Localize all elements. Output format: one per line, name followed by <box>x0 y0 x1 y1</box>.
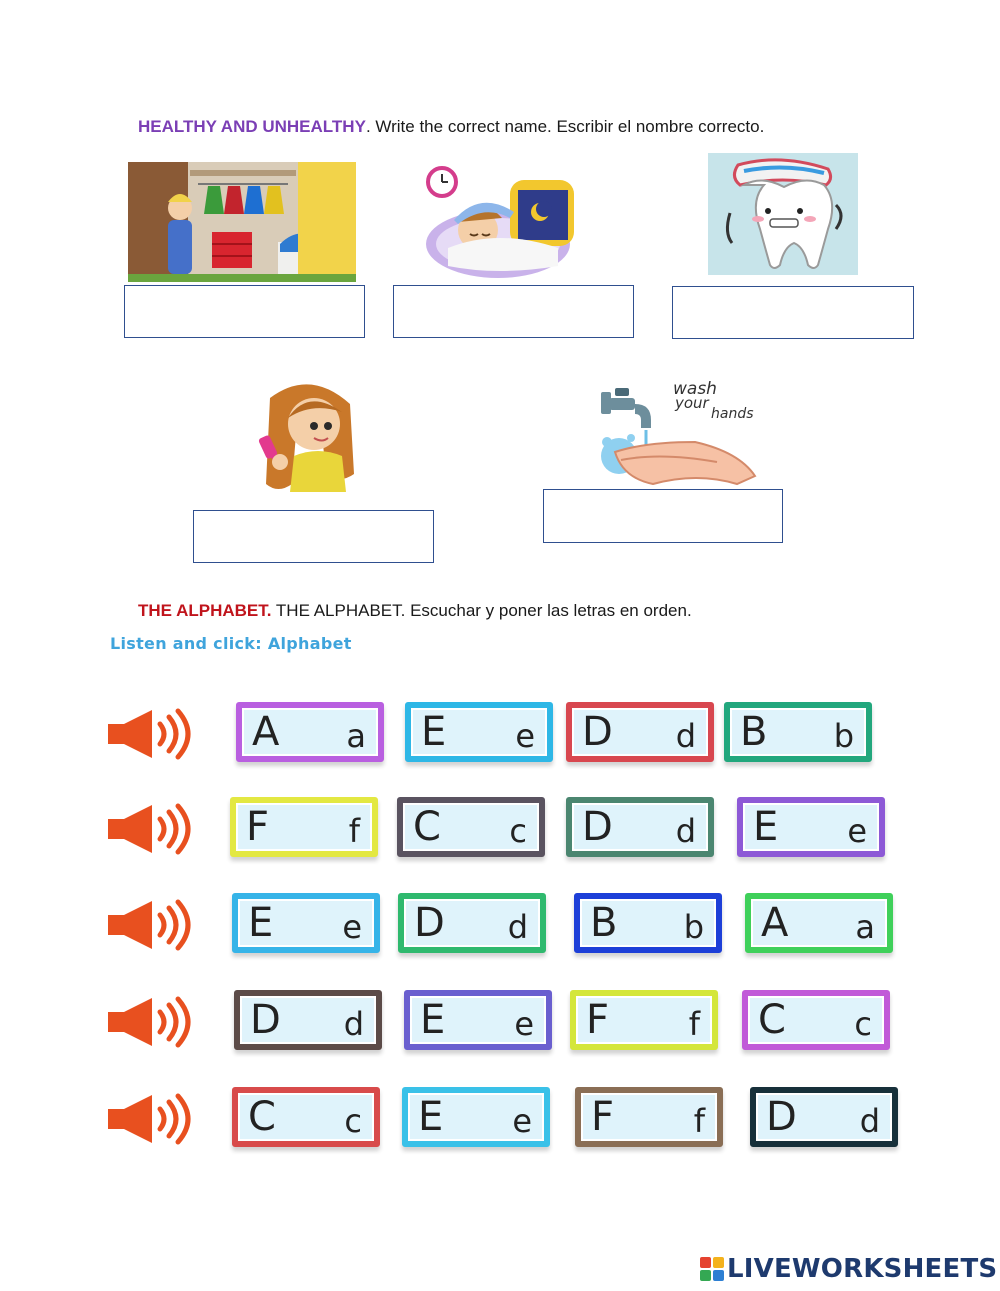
alphabet-heading-lead: THE ALPHABET. <box>138 601 272 620</box>
letter-tile-e[interactable] <box>232 893 380 953</box>
letter-tile-c[interactable] <box>742 990 890 1050</box>
tile-lowercase: f <box>693 1102 705 1140</box>
tile-lowercase: c <box>509 812 527 850</box>
tile-lowercase: a <box>346 717 366 755</box>
wash-caption-line3: hands <box>711 406 754 422</box>
letter-tile-c[interactable] <box>232 1087 380 1147</box>
tile-lowercase: d <box>343 1005 364 1043</box>
tooth-flossing-icon <box>708 153 858 275</box>
speaker-icon[interactable] <box>106 803 198 855</box>
sleeping-child-icon <box>418 160 578 282</box>
letter-tile-d[interactable] <box>566 797 714 857</box>
letter-tile-b[interactable] <box>574 893 722 953</box>
tile-uppercase: D <box>766 1094 797 1140</box>
answer-box-closet[interactable] <box>124 285 365 338</box>
letter-tile-d[interactable] <box>234 990 382 1050</box>
letter-tile-b[interactable] <box>724 702 872 762</box>
tile-lowercase: f <box>348 812 360 850</box>
tile-uppercase: F <box>246 804 270 850</box>
letter-tile-f[interactable] <box>575 1087 723 1147</box>
speaker-icon[interactable] <box>106 996 198 1048</box>
tile-lowercase: e <box>514 1005 534 1043</box>
tile-lowercase: e <box>342 908 362 946</box>
letter-tile-d[interactable] <box>398 893 546 953</box>
answer-box-sleep[interactable] <box>393 285 634 338</box>
girl-brushing-hair-icon <box>210 378 406 496</box>
tile-lowercase: d <box>859 1102 880 1140</box>
logo-mark <box>700 1257 724 1281</box>
tile-uppercase: D <box>414 900 445 946</box>
healthy-heading-lead: HEALTHY AND UNHEALTHY <box>138 117 366 136</box>
answer-box-hair[interactable] <box>193 510 434 563</box>
tile-lowercase: b <box>833 717 854 755</box>
tile-uppercase: C <box>413 804 441 850</box>
tile-lowercase: c <box>344 1102 362 1140</box>
tile-uppercase: D <box>582 709 613 755</box>
tile-lowercase: b <box>683 908 704 946</box>
tile-uppercase: D <box>250 997 281 1043</box>
tile-lowercase: e <box>515 717 535 755</box>
letter-tile-a[interactable] <box>236 702 384 762</box>
speaker-icon[interactable] <box>106 708 198 760</box>
logo-mark-square <box>700 1270 711 1281</box>
healthy-heading-instruction: . Write the correct name. Escribir el nombre correcto. <box>365 117 765 136</box>
tile-uppercase: D <box>582 804 613 850</box>
logo-mark-square <box>713 1270 724 1281</box>
letter-tile-f[interactable] <box>570 990 718 1050</box>
tile-uppercase: C <box>248 1094 276 1140</box>
logo-mark-square <box>700 1257 711 1268</box>
letter-tile-e[interactable] <box>405 702 553 762</box>
tile-uppercase: E <box>420 997 446 1043</box>
tile-lowercase: c <box>854 1005 872 1043</box>
tile-uppercase: E <box>421 709 447 755</box>
speaker-icon[interactable] <box>106 1093 198 1145</box>
alphabet-subtitle: Listen and click: Alphabet <box>110 634 352 653</box>
tile-lowercase: a <box>855 908 875 946</box>
tile-lowercase: d <box>675 812 696 850</box>
tile-uppercase: B <box>590 900 618 946</box>
wash-caption-line2: your <box>675 394 709 412</box>
letter-tile-f[interactable] <box>230 797 378 857</box>
healthy-heading <box>138 117 764 137</box>
tile-lowercase: d <box>507 908 528 946</box>
letter-tile-d[interactable] <box>566 702 714 762</box>
tile-uppercase: A <box>252 709 280 755</box>
letter-tile-e[interactable] <box>737 797 885 857</box>
closet-dressing-icon <box>128 162 356 282</box>
tile-lowercase: f <box>688 1005 700 1043</box>
logo-mark-square <box>713 1257 724 1268</box>
tile-uppercase: E <box>418 1094 444 1140</box>
letter-tile-a[interactable] <box>745 893 893 953</box>
tile-lowercase: e <box>512 1102 532 1140</box>
answer-box-wash[interactable] <box>543 489 783 543</box>
tile-uppercase: C <box>758 997 786 1043</box>
tile-uppercase: E <box>248 900 274 946</box>
tile-lowercase: d <box>675 717 696 755</box>
tile-uppercase: F <box>586 997 610 1043</box>
letter-tile-c[interactable] <box>397 797 545 857</box>
tile-uppercase: F <box>591 1094 615 1140</box>
letter-tile-e[interactable] <box>402 1087 550 1147</box>
wash-hands-icon <box>575 374 775 488</box>
tile-uppercase: B <box>740 709 768 755</box>
speaker-icon[interactable] <box>106 899 198 951</box>
alphabet-heading-instruction: THE ALPHABET. Escuchar y poner las letras en orden. <box>271 601 692 620</box>
liveworksheets-logo <box>700 1252 997 1286</box>
tile-uppercase: A <box>761 900 789 946</box>
letter-tile-d[interactable] <box>750 1087 898 1147</box>
tile-lowercase: e <box>847 812 867 850</box>
letter-tile-e[interactable] <box>404 990 552 1050</box>
alphabet-heading <box>138 601 692 621</box>
logo-text: LIVEWORKSHEETS <box>727 1254 998 1284</box>
tile-uppercase: E <box>753 804 779 850</box>
wash-caption-line1: wash <box>673 379 717 399</box>
answer-box-tooth[interactable] <box>672 286 914 339</box>
